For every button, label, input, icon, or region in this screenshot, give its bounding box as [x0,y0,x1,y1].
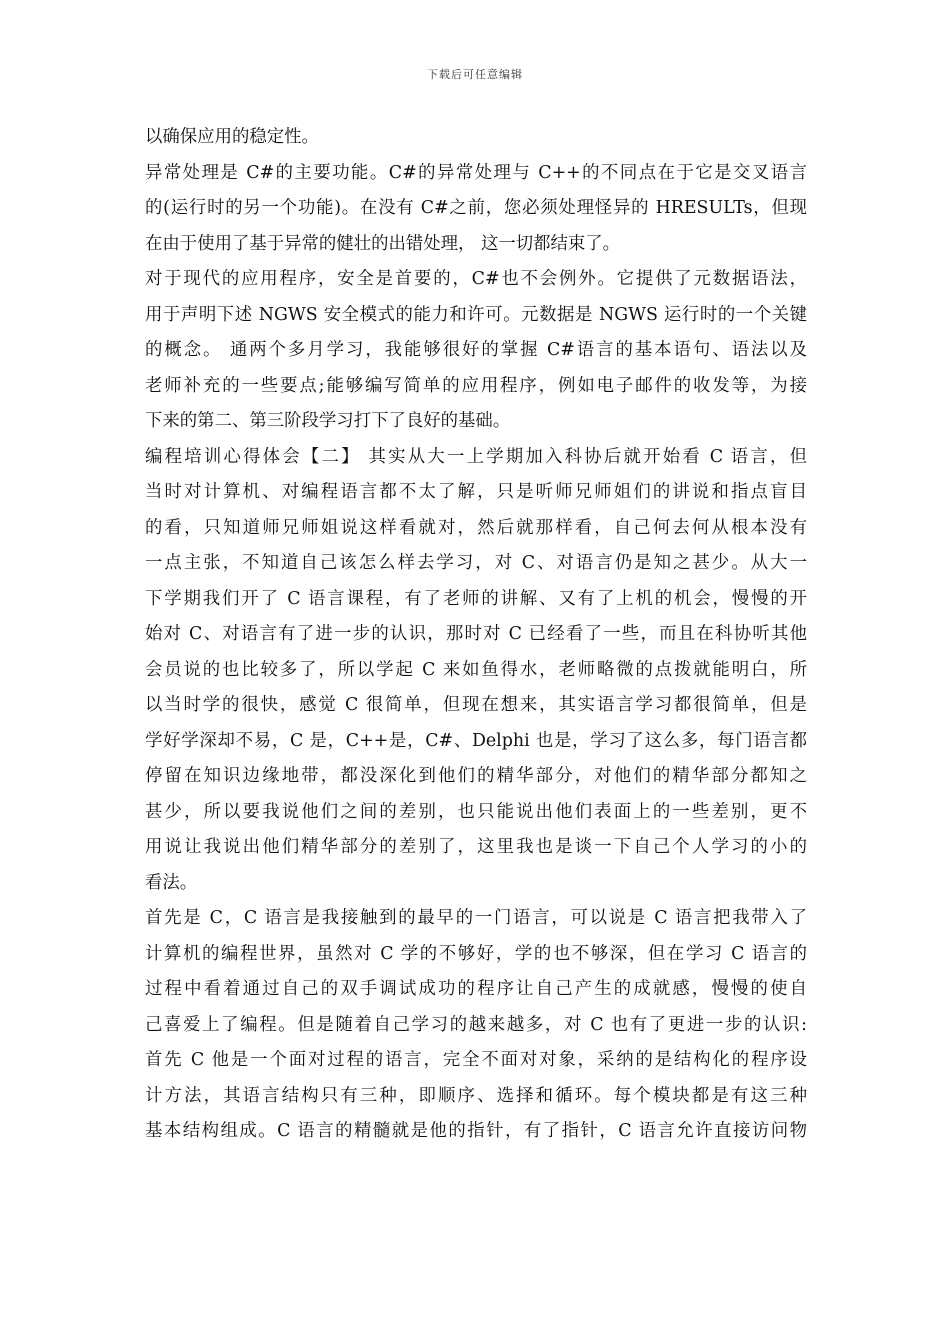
text-line: 一点主张，不知道自己该怎么样去学习，对 C、对语言仍是知之甚少。从大一 [145,553,807,573]
text-line: 停留在知识边缘地带，都没深化到他们的精华部分，对他们的精华部分都知之 [145,766,807,786]
text-line: 看法。 [145,872,198,893]
text-line: 老师补充的一些要点;能够编写简单的应用程序，例如电子邮件的收发等，为接 [145,375,807,396]
text-line: 学好学深却不易，C 是，C++是，C#、Delphi 也是，学习了这么多，每门语言都 [145,730,807,751]
text-line: 基本结构组成。C 语言的精髓就是他的指针，有了指针，C 语言允许直接访问物 [145,1121,807,1141]
text-line: 首先是 C，C 语言是我接触到的最早的一门语言，可以说是 C 语言把我带入了 [145,908,807,928]
text-line: 的看，只知道师兄师姐说这样看就对，然后就那样看，自己何去何从根本没有 [145,517,807,538]
text-line: 用说让我说出他们精华部分的差别了，这里我也是谈一下自己个人学习的小的 [145,837,807,857]
text-line: 在由于使用了基于异常的健壮的出错处理， 这一切都结束了。 [145,233,621,254]
text-line: 的概念。 通两个多月学习，我能够很好的掌握 C#语言的基本语句、语法以及 [145,340,807,360]
section-heading-line: 编程培训心得体会【二】 其实从大一上学期加入科协后就开始看 C 语言，但 [145,446,807,467]
page-header: 下载后可任意编辑 [427,68,523,81]
text-line: 用于声明下述 NGWS 安全模式的能力和许可。元数据是 NGWS 运行时的一个关键 [145,304,807,325]
text-line: 以当时学的很快，感觉 C 很简单，但现在想来，其实语言学习都很简单，但是 [145,695,807,715]
text-line: 异常处理是 C#的主要功能。C#的异常处理与 C++的不同点在于它是交叉语言 [145,162,807,183]
text-line: 过程中看着通过自己的双手调试成功的程序让自己产生的成就感，慢慢的使自 [145,979,807,999]
text-line: 计算机的编程世界，虽然对 C 学的不够好，学的也不够深，但在学习 C 语言的 [145,943,807,964]
document-body [145,120,807,1150]
text-line: 下来的第二、第三阶段学习打下了良好的基础。 [145,411,511,431]
text-line: 己喜爱上了编程。但是随着自己学习的越来越多，对 C 也有了更进一步的认识: [145,1014,807,1035]
text-line: 甚少，所以要我说他们之间的差别，也只能说出他们表面上的一些差别，更不 [145,801,807,822]
text-line: 会员说的也比较多了，所以学起 C 来如鱼得水，老师略微的点拨就能明白，所 [145,659,807,680]
text-line: 首先 C 他是一个面对过程的语言，完全不面对对象，采纳的是结构化的程序设 [145,1050,807,1070]
text-line: 计方法，其语言结构只有三种，即顺序、选择和循环。每个模块都是有这三种 [145,1085,807,1106]
text-line: 始对 C、对语言有了进一步的认识，那时对 C 已经看了一些，而且在科协听其他 [145,624,807,644]
text-line: 以确保应用的稳定性。 [145,127,319,147]
text-line: 当时对计算机、对编程语言都不太了解，只是听师兄师姐们的讲说和指点盲目 [145,482,807,502]
text-line: 对于现代的应用程序，安全是首要的，C#也不会例外。它提供了元数据语法， [145,269,807,289]
text-line: 下学期我们开了 C 语言课程，有了老师的讲解、又有了上机的机会，慢慢的开 [145,588,807,609]
text-line: 的(运行时的另一个功能)。在没有 C#之前，您必须处理怪异的 HRESULTs，但现 [145,198,807,218]
